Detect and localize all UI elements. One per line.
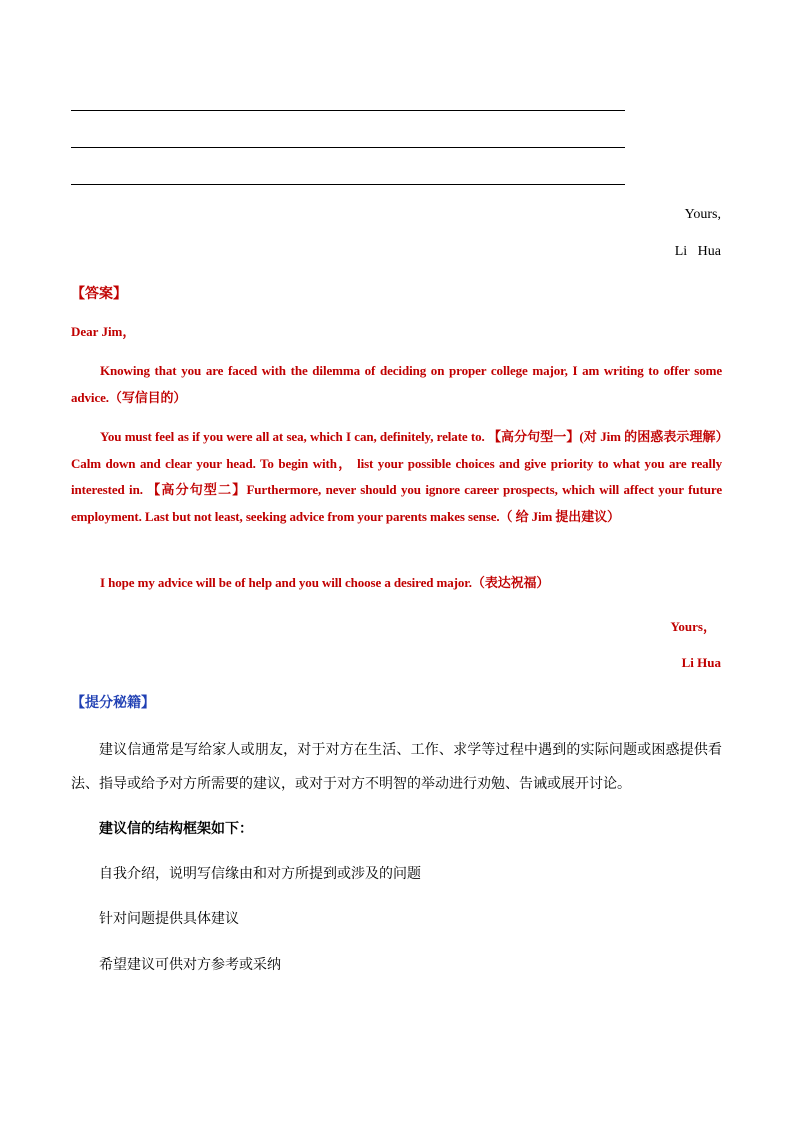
tips-intro: 建议信通常是写给家人或朋友，对于对方在生活、工作、求学等过程中遇到的实际问题或困惑提供看法、指导或给予对方所需要的建议，或对于对方不明智的举动进行劝勉、告诫或展开讨论。 — [71, 742, 722, 792]
letter-greeting: Dear Jim， — [71, 324, 136, 339]
letter-paragraph-1: Knowing that you are faced with the dilemma of deciding on proper college major, I am writing to offer some advice.（写信目的） — [71, 363, 722, 405]
letter-signature: Li Hua — [681, 655, 721, 670]
structure-heading: 建议信的结构框架如下： — [99, 821, 253, 837]
answer-tag: 【答案】 — [71, 286, 127, 302]
structure-item: 自我介绍，说明写信缘由和对方所提到或涉及的问题 — [99, 866, 421, 882]
blank-writing-line — [71, 147, 625, 148]
tips-tag: 【提分秘籍】 — [71, 695, 155, 711]
letter-closing: Yours， — [670, 619, 716, 634]
letter-paragraph-3: I hope my advice will be of help and you will choose a desired major.（表达祝福） — [100, 575, 550, 590]
blank-writing-line — [71, 110, 625, 111]
blank-closing-name: Li Hua — [674, 244, 721, 259]
letter-paragraph-2: You must feel as if you were all at sea, which I can, definitely, relate to. 【高分句型一】(对 Jim 的困惑表示理解）Calm down and clear your head. To begin with， list your possible choices and give priority to what you are really interested in. 【高分句型二】Furthermore, never should you ignore career prospects, which will affect your future employment. Last but not least, seeking advice from your parents makes sense.（ 给 Jim 提出建议） — [71, 429, 722, 525]
blank-writing-line — [71, 184, 625, 185]
structure-item: 针对问题提供具体建议 — [99, 911, 239, 927]
structure-item: 希望建议可供对方参考或采纳 — [99, 957, 281, 973]
blank-closing-yours: Yours, — [684, 207, 721, 222]
